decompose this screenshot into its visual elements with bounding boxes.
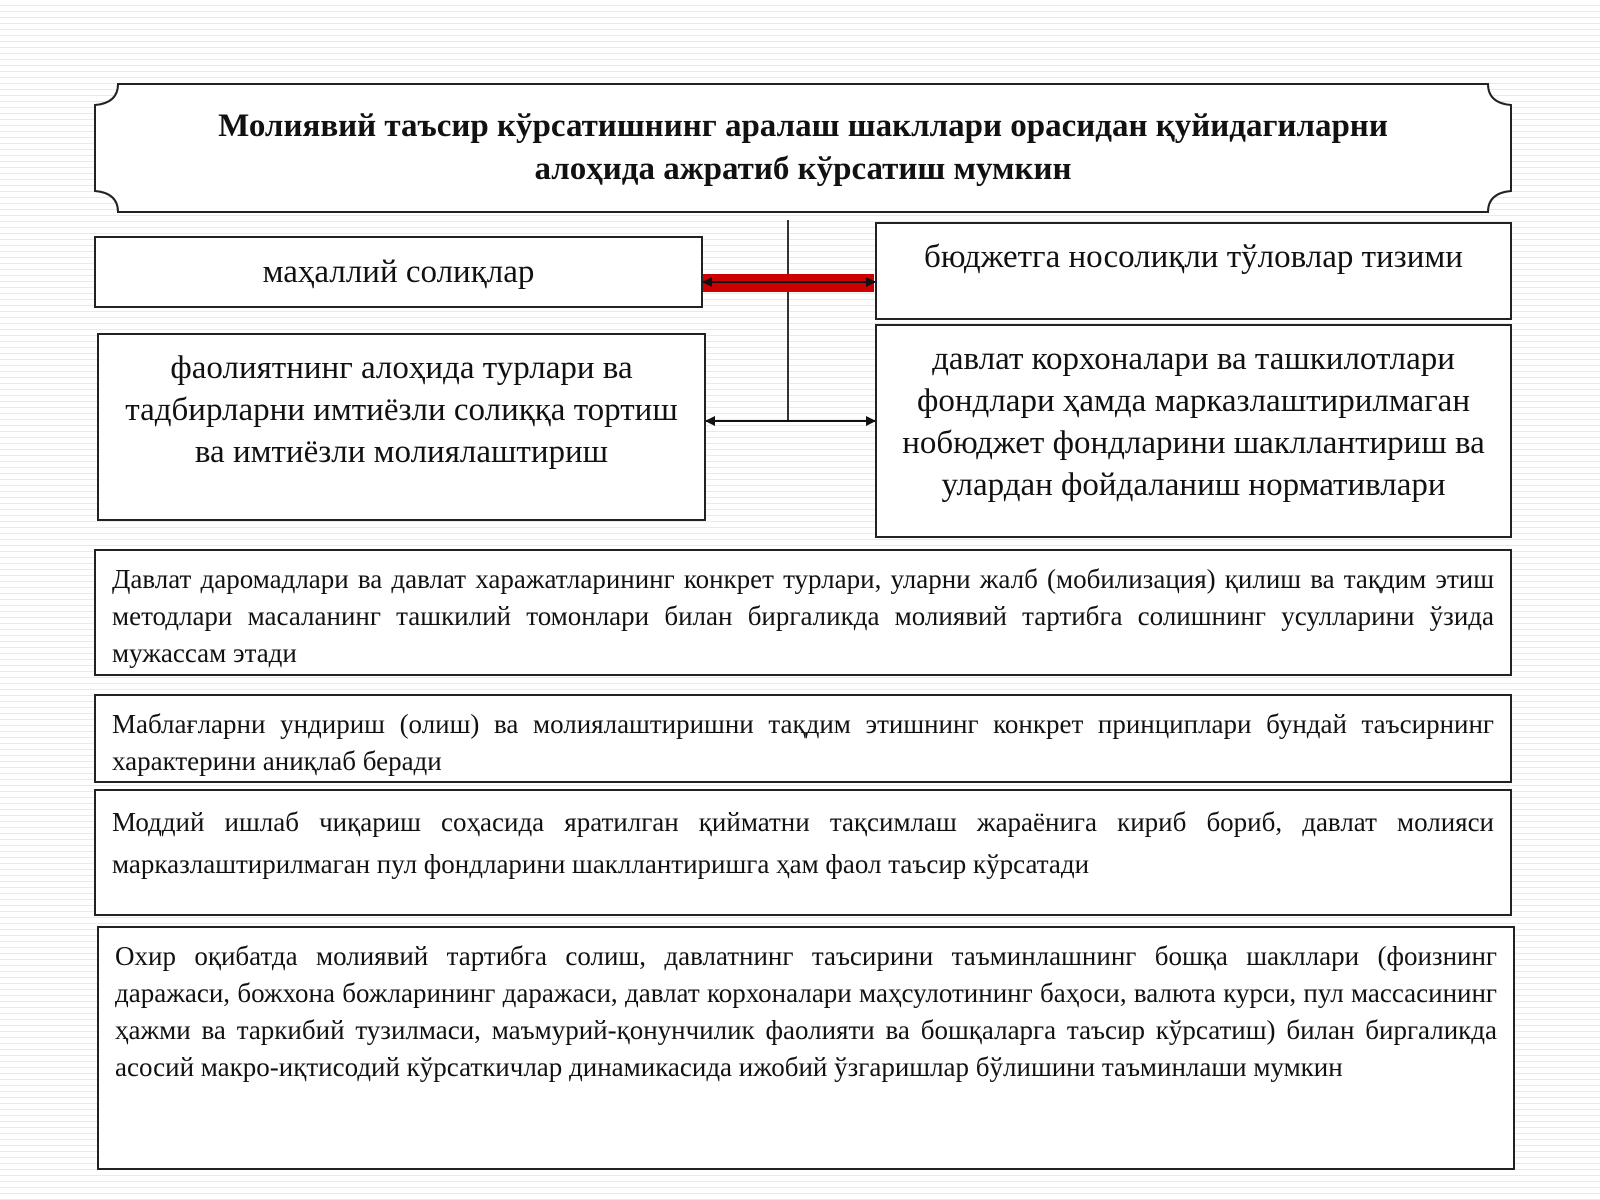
box-local-taxes bbox=[94, 236, 703, 308]
paragraph-1-text: Давлат даромадлари ва давлат харажатларининг конкрет турлари, уларни жалб (мобилизация) қилиш ва тақдим этиш методлари масаланинг ташкилий томонлари билан биргаликда молиявий тартибга солишнинг усулларини ўзида мужассам этади bbox=[112, 564, 1494, 668]
paragraph-4-text: Охир оқибатда молиявий тартибга солиш, давлатнинг таъсирини таъминлашнинг бошқа шакллари (фоизнинг даражаси, божхона божларининг даражаси, давлат корхоналари маҳсулотининг баҳоси, валюта курси, пул массасининг ҳажми ва таркибий тузилмаси, маъмурий-қонунчилик фаолияти ва бошқаларга таъсир кўрсатиш) билан биргаликда асосий макро-иқтисодий кўрсаткичлар динамикасида ижобий ўзгаришлар бўлишини таъминлаши мумкин bbox=[115, 941, 1497, 1082]
box-preferential-text: фаолиятнинг алоҳида турлари ва тадбирларни имтиёзли солиққа тортиш ва имтиёзли молиялаштириш bbox=[125, 350, 678, 470]
paragraph-box-1 bbox=[94, 549, 1512, 676]
box-preferential bbox=[97, 333, 706, 521]
title-line-2: алоҳида ажратиб кўрсатиш мумкин bbox=[534, 151, 1072, 187]
paragraph-box-3 bbox=[94, 789, 1512, 916]
box-non-tax-payments-text: бюджетга носолиқли тўловлар тизими bbox=[924, 239, 1463, 275]
paragraph-box-2 bbox=[94, 694, 1512, 783]
box-non-tax-payments bbox=[875, 222, 1512, 320]
box-local-taxes-text: маҳаллий солиқлар bbox=[262, 254, 535, 290]
paragraph-3-text: Моддий ишлаб чиқариш соҳасида яратилган қийматни тақсимлаш жараёнига кириб бориб, давлат молияси марказлаштирилмаган пул фондларини шакллантиришга ҳам фаол таъсир кўрсатади bbox=[112, 807, 1494, 879]
title-line-1: Молиявий таъсир кўрсатишнинг аралаш шакллари орасидан қуйидагиларни bbox=[218, 108, 1388, 144]
box-state-enterprises-text: давлат корхоналари ва ташкилотлари фондлари ҳамда марказлаштирилмаган нобюджет фондларини шакллантириш ва улардан фойдаланиш нормативлари bbox=[902, 341, 1485, 503]
box-state-enterprises bbox=[875, 324, 1512, 538]
paragraph-2-text: Маблағларни ундириш (олиш) ва молиялаштиришни тақдим этишнинг конкрет принциплари бундай таъсирнинг характерини аниқлаб беради bbox=[112, 709, 1494, 776]
paragraph-box-4 bbox=[97, 926, 1515, 1170]
